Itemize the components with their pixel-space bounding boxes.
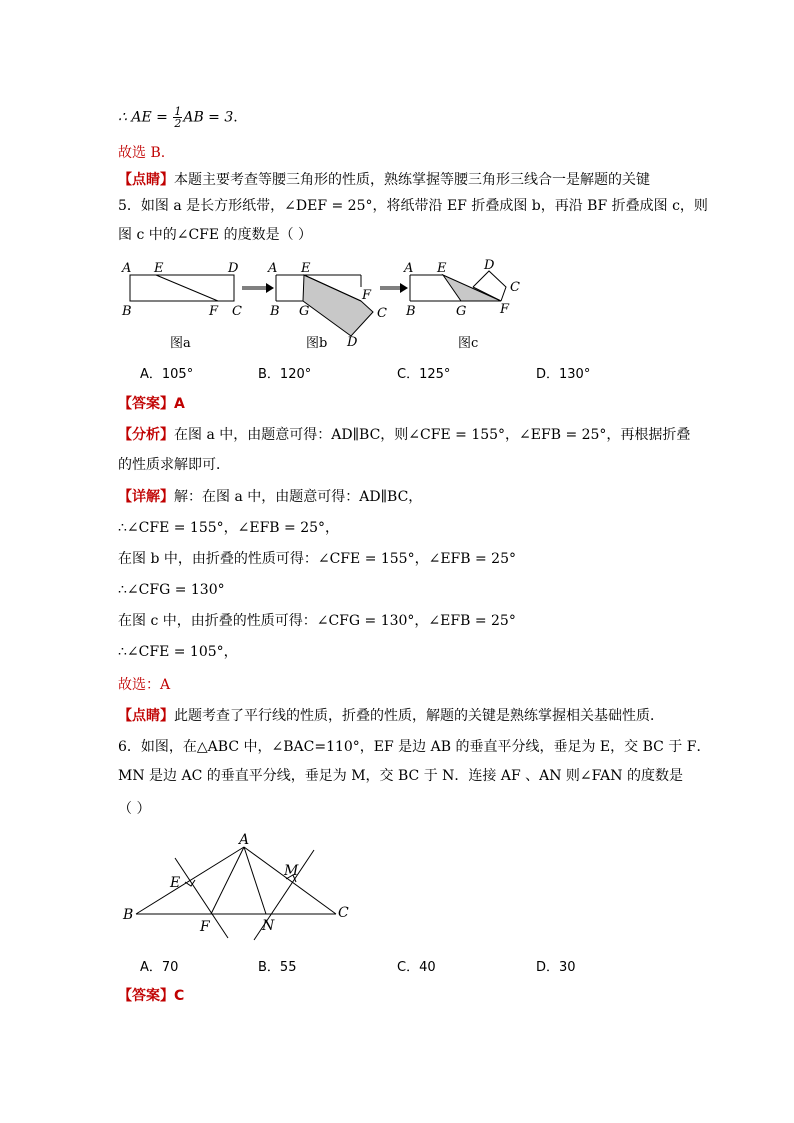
label-c-E: E [437, 261, 447, 276]
q5-option-b: B．120° [258, 367, 312, 382]
figure-5 [118, 255, 538, 355]
side-ac [244, 847, 336, 914]
q6-option-a: A．70 [140, 960, 179, 975]
detail-5-text: 解：在图 a 中，由题意可得：AD∥BC， [174, 489, 423, 505]
label-a-C: C [232, 304, 242, 319]
detail-5-line1 [118, 487, 422, 507]
arrow-icon [242, 283, 274, 293]
answer-5-tag: 【答案】 [118, 396, 174, 412]
tip2-text: 此题考查了平行线的性质，折叠的性质，解题的关键是熟练掌握相关基础性质． [174, 708, 664, 724]
frac-end: . [233, 109, 238, 126]
label-6-A: A [239, 832, 250, 848]
label-6-E: E [170, 875, 181, 891]
segment-an [244, 847, 266, 914]
analysis-5-line1 [118, 425, 690, 445]
answer-6-tag: 【答案】 [118, 988, 174, 1004]
q6-line2: MN 是边 AC 的垂直平分线，垂足为 M，交 BC 于 N．连接 AF 、AN 则∠FAN 的度数是 [118, 768, 683, 784]
answer-6-value: C [174, 988, 185, 1004]
label-6-M: M [284, 863, 299, 879]
tip2 [118, 706, 664, 726]
label-c-A: A [404, 261, 414, 276]
label-6-B: B [123, 907, 134, 923]
answer-6 [118, 986, 184, 1006]
detail-5-line5: 在图 c 中，由折叠的性质可得：∠CFG = 130°，∠EFB = 25° [118, 613, 516, 629]
q6-line1: 6．如图，在△ABC 中，∠BAC=110°，EF 是边 AB 的垂直平分线，垂足为 E，交 BC 于 F． [118, 739, 711, 755]
figure-5c [403, 258, 520, 351]
answer-5 [118, 394, 185, 414]
label-6-C: C [338, 905, 349, 921]
choose-b: 故选 B. [118, 145, 166, 161]
label-b-B: B [270, 304, 280, 319]
q5-line2: 图 c 中的∠CFE 的度数是（ ） [118, 227, 313, 243]
q6-option-b: B．55 [258, 960, 297, 975]
fraction-numerator: 1 [174, 105, 182, 118]
figure-5b [267, 261, 387, 351]
figure-5a [121, 261, 242, 351]
q5-line1: 5．如图 a 是长方形纸带，∠DEF = 25°，将纸带沿 EF 折叠成图 b，再沿 BF 折叠成图 c，则 [118, 198, 708, 214]
label-b-E: E [301, 261, 311, 276]
q5-option-c: C．125° [397, 367, 451, 382]
fraction-denominator: 2 [174, 117, 182, 130]
detail-5-line3: 在图 b 中，由折叠的性质可得：∠CFE = 155°，∠EFB = 25° [118, 551, 516, 567]
arrow-icon [380, 283, 408, 293]
fraction-line [118, 106, 238, 129]
figure-6 [118, 826, 378, 941]
tip1-tag: 【点睛】 [118, 172, 174, 188]
label-a-D: D [228, 261, 239, 276]
label-b-F: F [362, 288, 372, 303]
analysis-5-text: 在图 a 中，由题意可得：AD∥BC，则∠CFE = 155°，∠EFB = 25°，再根据折叠 [174, 427, 691, 443]
fold-line-ef [156, 275, 218, 301]
label-6-F: F [200, 919, 210, 935]
detail-5-tag: 【详解】 [118, 489, 174, 505]
frac-suffix: AB = 3 [183, 109, 234, 126]
caption-b: 图b [306, 336, 328, 351]
label-c-F: F [500, 302, 510, 317]
answer-5-value: A [174, 396, 185, 412]
label-c-G: G [456, 304, 467, 319]
detail-5-line4: ∴∠CFG = 130° [118, 582, 225, 598]
label-a-E: E [154, 261, 164, 276]
frac-prefix: ∴ AE = [118, 109, 168, 126]
label-b-C: C [377, 306, 387, 321]
tip2-tag: 【点睛】 [118, 708, 174, 724]
q5-option-a: A．105° [140, 367, 194, 382]
label-b-G: G [299, 304, 310, 319]
strip-a [130, 275, 234, 301]
fraction [173, 106, 182, 129]
label-c-C: C [510, 280, 520, 295]
label-c-D: D [484, 258, 495, 273]
q6-option-c: C．40 [397, 960, 436, 975]
choose-a: 故选：A [118, 677, 171, 693]
q6-option-d: D．30 [536, 960, 576, 975]
label-c-B: B [406, 304, 416, 319]
label-b-D: D [347, 335, 358, 350]
label-a-F: F [209, 304, 219, 319]
tip1 [118, 170, 650, 190]
detail-5-line2: ∴∠CFE = 155°，∠EFB = 25°， [118, 520, 340, 536]
detail-5-line6: ∴∠CFE = 105°， [118, 644, 238, 660]
caption-c: 图c [458, 336, 479, 351]
label-6-N: N [262, 918, 275, 934]
q5-option-d: D．130° [536, 367, 591, 382]
analysis-5-tag: 【分析】 [118, 427, 174, 443]
label-a-A: A [122, 261, 132, 276]
folded-flap-b [303, 275, 373, 336]
tip1-text: 本题主要考查等腰三角形的性质，熟练掌握等腰三角形三线合一是解题的关键 [174, 172, 650, 188]
label-b-A: A [268, 261, 278, 276]
label-a-B: B [122, 304, 132, 319]
q6-line3: （ ） [118, 801, 151, 817]
analysis-5-line2: 的性质求解即可． [118, 457, 230, 473]
caption-a: 图a [170, 336, 191, 351]
